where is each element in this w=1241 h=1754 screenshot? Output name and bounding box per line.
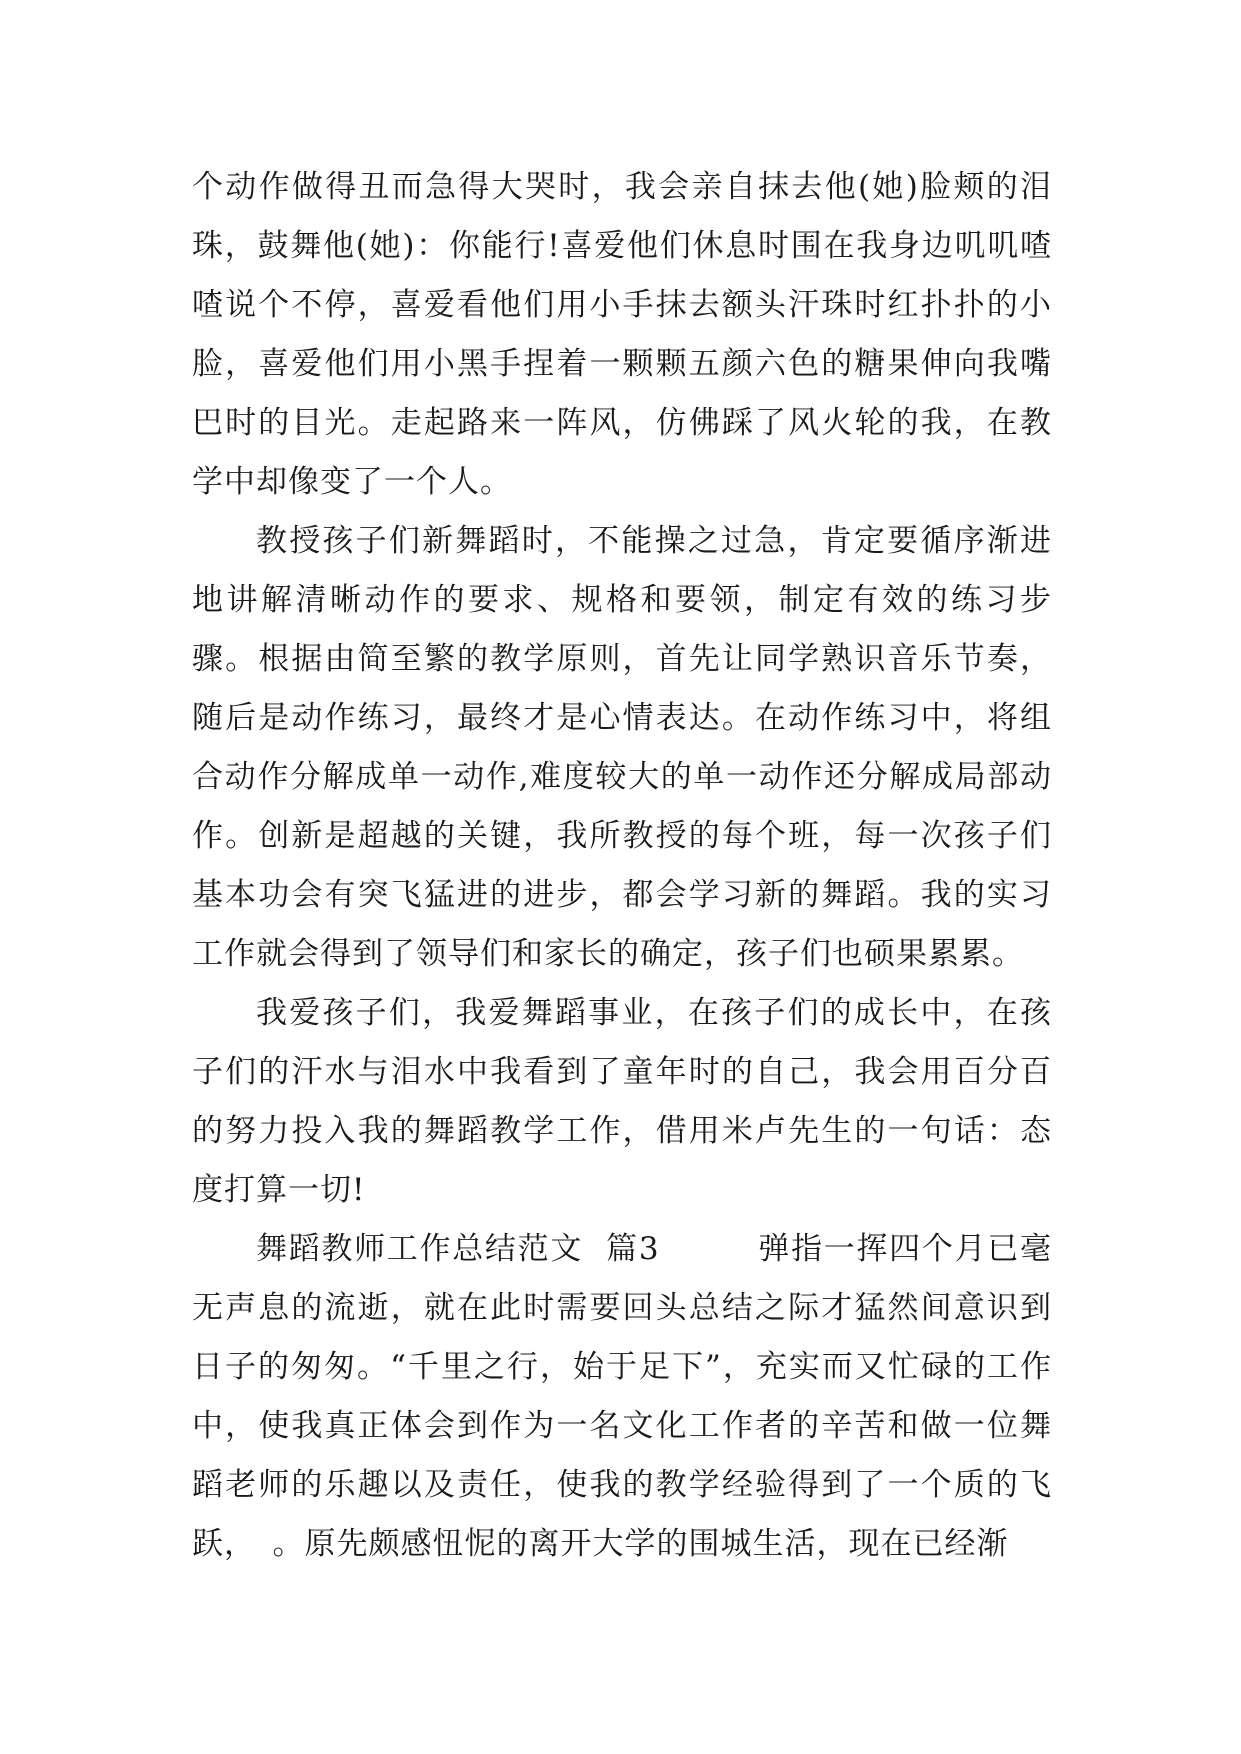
paragraph-love-dance: 我爱孩子们，我爱舞蹈事业，在孩子们的成长中，在孩子们的汗水与泪水中我看到了童年时的自己，我会用百分百的努力投入我的舞蹈教学工作，借用米卢先生的一句话：态度打算一切! bbox=[192, 995, 1052, 1208]
paragraph-teaching-method: 教授孩子们新舞蹈时，不能操之过急，肯定要循序渐进地讲解清晰动作的要求、规格和要领，制定有效的练习步骤。根据由简至繁的教学原则，首先让同学熟识音乐节奏，随后是动作练习，最终才是心情表达。在动作练习中，将组合动作分解成单一动作,难度较大的单一动作还分解成局部动作。创新是超越的关键，我所教授的每个班，每一次孩子们基本功会有突飞猛进的进步，都会学习新的舞蹈。我的实习工作就会得到了领导们和家长的确定，孩子们也硕果累累。 bbox=[192, 523, 1052, 972]
section-title: 舞蹈教师工作总结范文 篇3 bbox=[256, 1231, 660, 1267]
section-gap bbox=[660, 1231, 759, 1267]
document-body bbox=[192, 158, 1052, 1574]
section-text: 弹指一挥四个月已毫无声息的流逝，就在此时需要回头总结之际才猛然间意识到日子的匆匆。“千里之行，始于足下”，充实而又忙碌的工作中，使我真正体会到作为一名文化工作者的辛苦和做一位舞蹈老师的乐趣以及责任，使我的教学经验得到了一个质的飞跃， 。原先颇感忸怩的离开大学的围城生活，现在已经渐 bbox=[192, 1231, 1052, 1562]
paragraph-section-3 bbox=[192, 1220, 1052, 1574]
paragraph-continuation: 个动作做得丑而急得大哭时，我会亲自抹去他(她)脸颊的泪珠，鼓舞他(她)：你能行!喜爱他们休息时围在我身边叽叽喳喳说个不停，喜爱看他们用小手抹去额头汗珠时红扑扑的小脸，喜爱他们用小黑手捏着一颗颗五颜六色的糖果伸向我嘴巴时的目光。走起路来一阵风，仿佛踩了风火轮的我，在教学中却像变了一个人。 bbox=[192, 169, 1052, 500]
